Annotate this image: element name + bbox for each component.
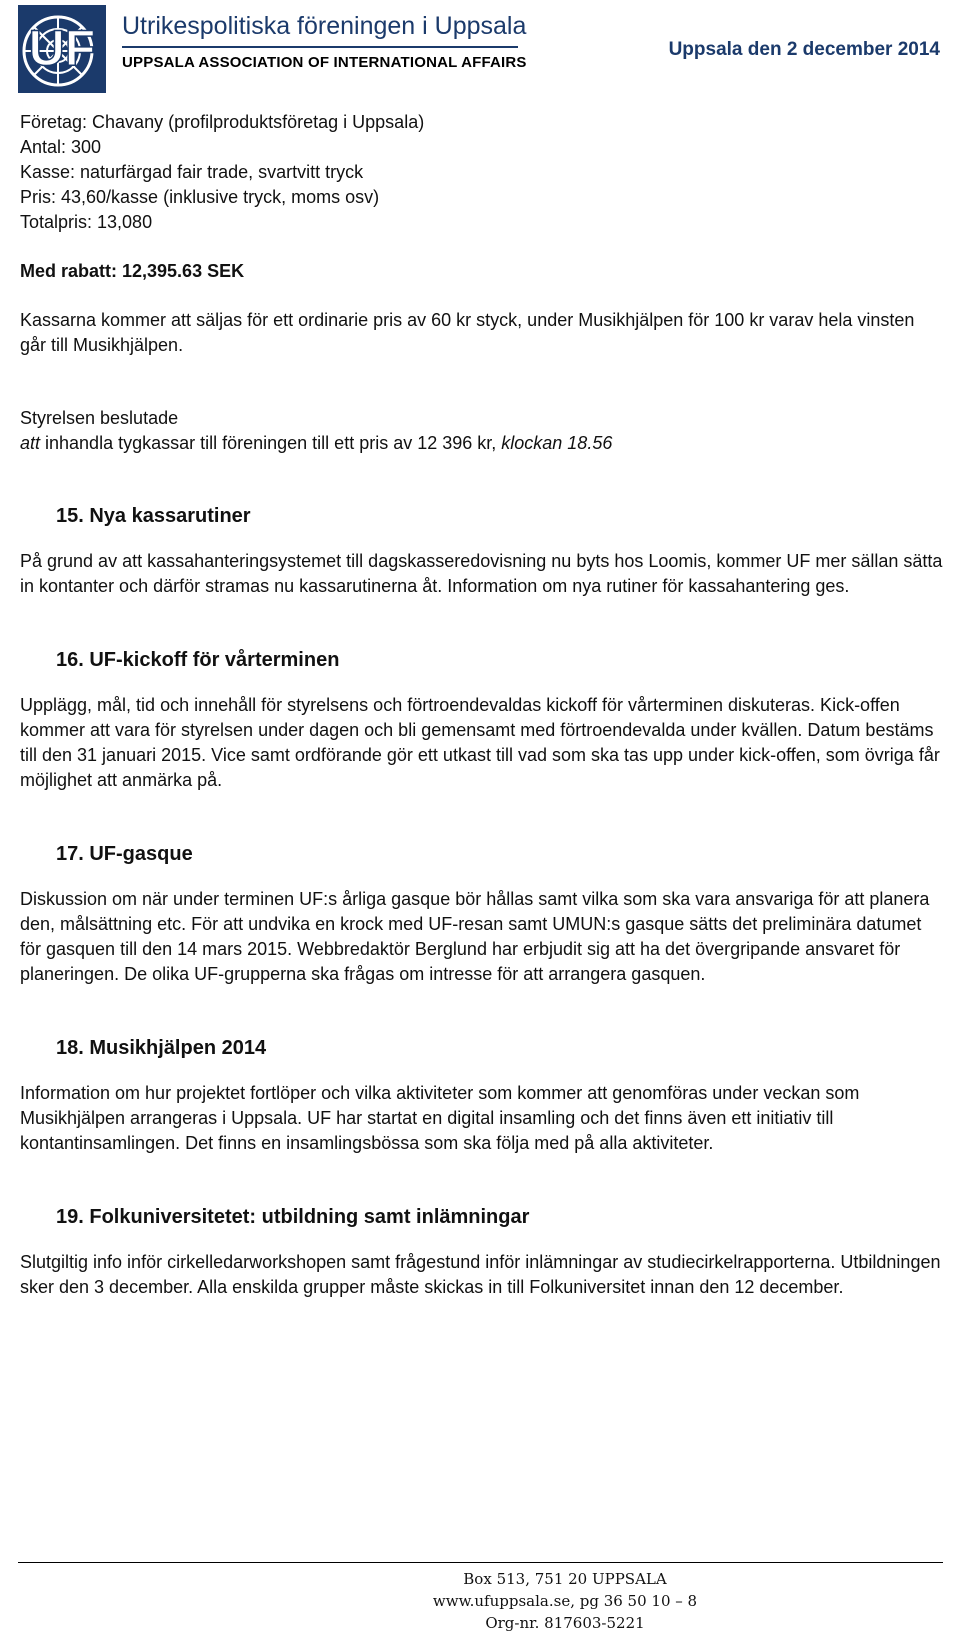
order-quantity: Antal: 300 — [20, 137, 102, 157]
org-name-english: UPPSALA ASSOCIATION OF INTERNATIONAL AFFAIRS — [122, 54, 527, 71]
section-body: Upplägg, mål, tid och innehåll för styrelsens och förtroendevaldas kickoff för vårterminen diskuteras. Kick-offen kommer att vara för styrelsen under dagen och bli gemensamt med förtroendevalda under kvällen. Datum bestäms till den 31 januari 2015. Vice samt ordförande gör ett utkast till vad som ska tas upp under kick-offen, som övriga får möjlighet att anmärka på. — [20, 695, 940, 790]
order-discount: Med rabatt: 12,395.63 SEK — [20, 261, 245, 281]
place-date: Uppsala den 2 december 2014 — [668, 39, 940, 60]
section-body: Information om hur projektet fortlöper och vilka aktiviteter som kommer att genomföras under veckan som Musikhjälpen arrangeras i Uppsala. UF har startat en digital insamling och det finns även ett initiativ till kontantinsamlingen. Det finns en insamlingsbössa som ska följa med på alla aktiviteter. — [20, 1083, 860, 1153]
section-heading: 18. Musikhjälpen 2014 — [56, 1037, 267, 1059]
document-body — [20, 110, 945, 1300]
decision-intro: Styrelsen beslutade — [20, 408, 179, 428]
order-company: Företag: Chavany (profilproduktsföretag i Uppsala) — [20, 112, 425, 132]
sales-note: Kassarna kommer att säljas för ett ordinarie pris av 60 kr styck, under Musikhjälpen för 100 kr varav hela vinsten går till Musikhjälpen. — [20, 310, 915, 355]
decision-line — [20, 431, 945, 456]
section-body: På grund av att kassahanteringsystemet till dagskasseredovisning nu byts hos Loomis, kommer UF mer sällan sätta in kontanter och därför stramas nu kassarutinerna åt. Information om nya rutiner för kassahantering ges. — [20, 551, 943, 596]
section-body: Slutgiltig info inför cirkelledarworkshopen samt frågestund inför inlämningar av studiecirkelrapporterna. Utbildningen sker den 3 december. Alla enskilda grupper måste skickas in till Folkuniversitet innan den 12 december. — [20, 1252, 941, 1297]
order-bag: Kasse: naturfärgad fair trade, svartvitt tryck — [20, 162, 364, 182]
footer-address: Box 513, 751 20 UPPSALA — [463, 1570, 667, 1588]
footer-divider — [18, 1562, 943, 1563]
decision-text: inhandla tygkassar till föreningen till ett pris av 12 396 kr, — [40, 433, 502, 453]
org-name-swedish: Utrikespolitiska föreningen i Uppsala — [122, 12, 527, 40]
section-heading: 17. UF-gasque — [56, 843, 193, 865]
logo-lettering: UF — [28, 20, 96, 76]
footer-web-phone: www.ufuppsala.se, pg 36 50 10 – 8 — [432, 1592, 698, 1610]
header-divider — [122, 46, 518, 48]
section-heading: 15. Nya kassarutiner — [56, 505, 251, 527]
section-heading: 16. UF-kickoff för vårterminen — [56, 649, 340, 671]
order-price: Pris: 43,60/kasse (inklusive tryck, moms osv) — [20, 187, 380, 207]
order-total: Totalpris: 13,080 — [20, 212, 153, 232]
footer-org-nr: Org-nr. 817603-5221 — [485, 1614, 645, 1632]
section-body: Diskussion om när under terminen UF:s årliga gasque bör hållas samt vilka som ska vara ansvariga för att planera den, målsättning etc. För att undvika en krock med UF-resan samt UMUN:s gasque sätts det preliminära datumet för gasquen till den 14 mars 2015. Webbredaktör Berglund har erbjudit sig att ha det övergripande ansvaret för planeringen. De olika UF-grupperna ska frågas om intresse för att arrangera gasquen. — [20, 889, 930, 984]
decision-att: att — [20, 433, 41, 453]
section-heading: 19. Folkuniversitetet: utbildning samt inlämningar — [56, 1206, 530, 1228]
page-header — [0, 0, 960, 100]
decision-time: klockan 18.56 — [501, 433, 613, 453]
uf-logo-icon — [18, 5, 106, 93]
page-footer — [0, 1568, 960, 1634]
